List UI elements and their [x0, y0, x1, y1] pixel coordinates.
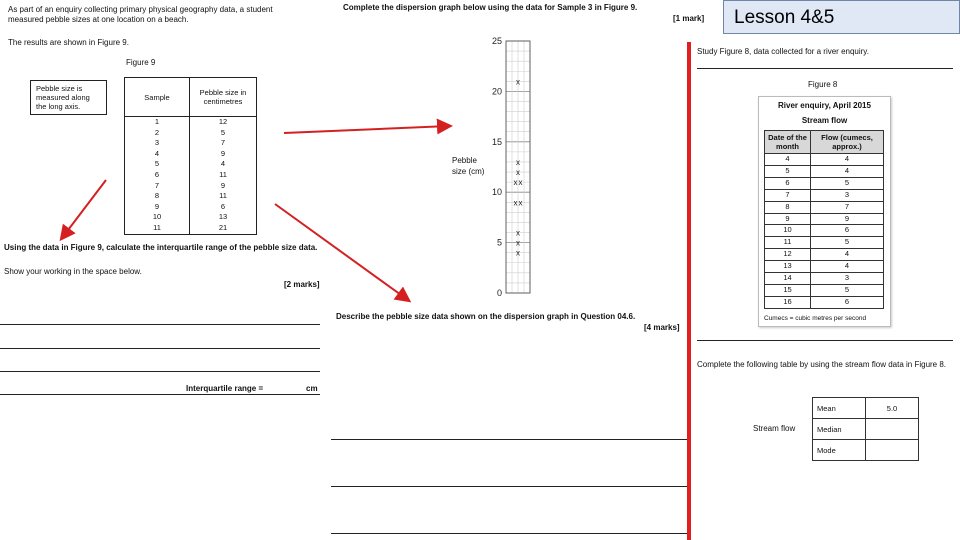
y-tick-label: 25: [491, 36, 502, 46]
note-line: measured along: [36, 93, 90, 102]
figure-8-panel: [758, 96, 891, 327]
describe-marks: [4 marks]: [644, 323, 680, 332]
size-cell: 4: [190, 159, 257, 170]
sample-cell: 8: [125, 191, 190, 202]
table-title: River enquiry, April 2015: [778, 101, 871, 110]
data-point: x: [513, 178, 518, 188]
iqr-question: Using the data in Figure 9, calculate the interquartile range of the pebble size data.: [4, 243, 318, 252]
flow-cell: 3: [811, 273, 884, 285]
table-row: [765, 154, 884, 166]
table-row: [765, 165, 884, 177]
flow-cell: 6: [811, 225, 884, 237]
date-cell: 13: [765, 261, 811, 273]
working-instruction: Show your working in the space below.: [4, 267, 142, 276]
flow-cell: 7: [811, 201, 884, 213]
sample-cell: 5: [125, 159, 190, 170]
date-cell: 7: [765, 189, 811, 201]
size-cell: 11: [190, 170, 257, 181]
y-axis-label-line1: Pebble: [452, 156, 477, 165]
table-row: [765, 296, 884, 308]
flow-cell: 4: [811, 154, 884, 166]
red-divider: [687, 42, 691, 540]
y-tick-label: 0: [496, 288, 502, 298]
data-point: x: [516, 228, 520, 238]
arrow-to-graph: [284, 126, 449, 133]
stat-label-median: Median: [813, 419, 866, 440]
date-cell: 11: [765, 237, 811, 249]
arrow-to-describe-question: [275, 204, 408, 300]
data-point: x: [516, 168, 520, 178]
flow-cell: 4: [811, 165, 884, 177]
figure-8-title: Figure 8: [808, 80, 838, 89]
date-cell: 16: [765, 296, 811, 308]
data-point: x: [516, 77, 520, 87]
col-flow: Flow (cumecs, approx.): [811, 131, 884, 154]
iqr-answer-label: Interquartile range =: [186, 384, 264, 393]
sample-cell: 2: [125, 128, 190, 139]
y-tick-label: 20: [491, 86, 502, 97]
header-sample: Sample: [125, 78, 190, 117]
size-cell: 11: [190, 191, 257, 202]
size-cell: 9: [190, 181, 257, 192]
size-cell: 21: [190, 223, 257, 234]
data-point: x: [513, 198, 518, 208]
data-point: x: [516, 248, 520, 258]
describe-question: Describe the pebble size data shown on the dispersion graph in Question 04.6.: [336, 312, 636, 321]
y-tick-label: 15: [491, 136, 502, 147]
sample-cell: 9: [125, 202, 190, 213]
results-text: The results are shown in Figure 9.: [8, 38, 129, 47]
date-cell: 12: [765, 249, 811, 261]
sample-cell: 7: [125, 181, 190, 192]
flow-cell: 5: [811, 237, 884, 249]
date-cell: 6: [765, 177, 811, 189]
size-cell: 13: [190, 212, 257, 223]
flow-cell: 5: [811, 177, 884, 189]
table-row: [765, 189, 884, 201]
graph-marks: [1 mark]: [673, 14, 705, 23]
mean-value: 5.0: [866, 398, 919, 419]
table-row: [765, 177, 884, 189]
data-point: x: [516, 238, 520, 248]
sample-cell: 3: [125, 138, 190, 149]
statistics-table: [812, 397, 919, 461]
stat-label-mode: Mode: [813, 440, 866, 461]
iqr-unit: cm: [306, 384, 318, 393]
size-cell: 5: [190, 128, 257, 139]
intro-text-line2: measured pebble sizes at one location on a beach.: [8, 15, 189, 24]
divider-line: [697, 68, 953, 69]
data-point: x: [516, 157, 520, 167]
table-row: [765, 237, 884, 249]
size-cell: 6: [190, 202, 257, 213]
size-cell: 9: [190, 149, 257, 160]
flow-cell: 4: [811, 249, 884, 261]
arrow-to-iqr-question: [62, 180, 106, 238]
sample-cell: 11: [125, 223, 190, 234]
table-row: [765, 261, 884, 273]
footnote: Cumecs = cubic metres per second: [764, 314, 867, 322]
table-row: [765, 225, 884, 237]
date-cell: 4: [765, 154, 811, 166]
date-cell: 9: [765, 213, 811, 225]
y-tick-label: 5: [496, 237, 502, 248]
complete-instruction: Complete the following table by using the stream flow data in Figure 8.: [697, 360, 947, 369]
iqr-marks: [2 marks]: [284, 280, 320, 289]
y-tick-label: 10: [491, 187, 502, 198]
figure-9-title: Figure 9: [126, 58, 156, 67]
study-text: Study Figure 8, data collected for a river enquiry.: [697, 47, 869, 56]
mode-answer-cell[interactable]: [866, 440, 919, 461]
data-point: x: [518, 178, 523, 188]
flow-cell: 9: [811, 213, 884, 225]
stream-flow-table: [764, 130, 884, 309]
lesson-title: Lesson 4&5: [723, 0, 960, 34]
date-cell: 15: [765, 284, 811, 296]
table-subtitle: Stream flow: [801, 116, 848, 125]
intro-text-line1: As part of an enquiry collecting primary physical geography data, a student: [8, 5, 273, 14]
date-cell: 10: [765, 225, 811, 237]
sample-cell: 6: [125, 170, 190, 181]
table-row: [765, 284, 884, 296]
flow-cell: 4: [811, 261, 884, 273]
note-line: Pebble size is: [36, 84, 83, 93]
header-pebble-size: Pebble size in centimetres: [190, 78, 257, 117]
y-axis-label-line2: size (cm): [452, 167, 485, 176]
note-line: the long axis.: [36, 102, 81, 111]
table-row: [765, 273, 884, 285]
size-cell: 7: [190, 138, 257, 149]
stat-label-mean: Mean: [813, 398, 866, 419]
col-date: Date of the month: [765, 131, 811, 154]
table-row: [765, 213, 884, 225]
size-cell: 12: [190, 117, 257, 128]
date-cell: 14: [765, 273, 811, 285]
flow-cell: 3: [811, 189, 884, 201]
sample-cell: 10: [125, 212, 190, 223]
date-cell: 5: [765, 165, 811, 177]
sample-cell: 1: [125, 117, 190, 128]
date-cell: 8: [765, 201, 811, 213]
graph-question: Complete the dispersion graph below using the data for Sample 3 in Figure 9.: [343, 3, 638, 12]
flow-cell: 6: [811, 296, 884, 308]
data-point: x: [518, 198, 523, 208]
divider-line: [697, 340, 953, 341]
median-answer-cell[interactable]: [866, 419, 919, 440]
flow-cell: 5: [811, 284, 884, 296]
sample-cell: 4: [125, 149, 190, 160]
table-row: [765, 201, 884, 213]
table-row: [765, 249, 884, 261]
stream-flow-label: Stream flow: [753, 424, 796, 433]
